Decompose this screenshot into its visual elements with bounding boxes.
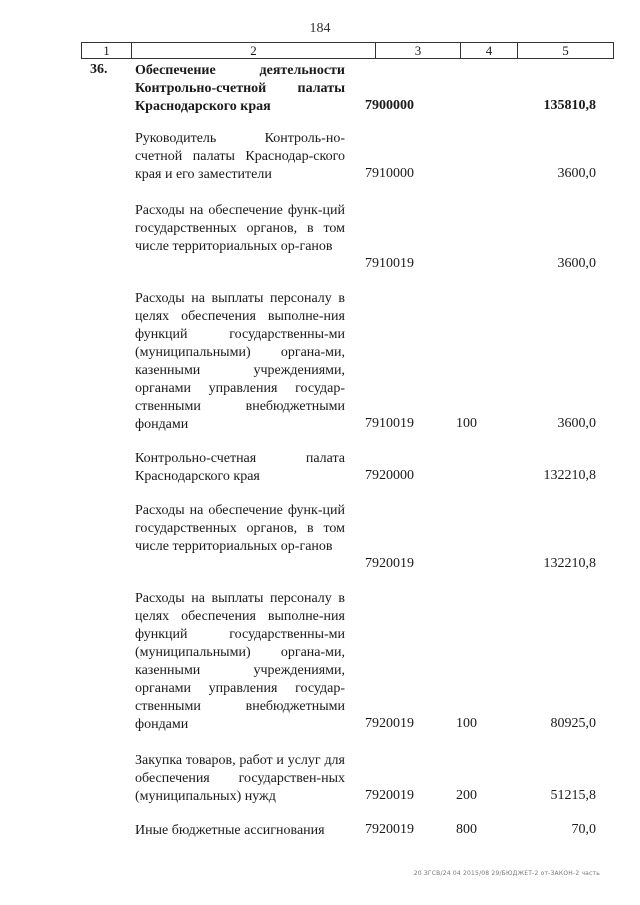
row-code: 7920000: [365, 468, 414, 483]
row-description: Закупка товаров, работ и услуг для обеспечения государствен-ных (муниципальных) нужд: [135, 753, 345, 804]
page-number: 184: [309, 21, 331, 36]
row-code: 7910019: [365, 416, 414, 431]
row-description: Обеспечение деятельности Контрольно-счетной палаты Краснодарского края: [135, 63, 345, 114]
row-description: Расходы на выплаты персоналу в целях обеспечения выполне-ния функций государственны-ми (муниципальными) органа-ми, казенными учреждениями, органами управления государ-ственными внебюджетными фондами: [135, 591, 345, 732]
row-description: Расходы на выплаты персоналу в целях обеспечения выполне-ния функций государственны-ми (муниципальными) органа-ми, казенными учреждениями, органами управления государ-ственными внебюджетными фондами: [135, 291, 345, 432]
header-col-3: 3: [376, 43, 461, 58]
row-amount: 51215,8: [550, 788, 596, 803]
row-description: Расходы на обеспечение функ-ций государственных органов, в том числе территориальных ор-ганов: [135, 503, 345, 554]
row-type: 200: [456, 788, 477, 803]
row-type: 100: [456, 716, 477, 731]
row-amount: 132210,8: [543, 556, 596, 571]
row-number: 36.: [90, 62, 108, 77]
header-col-1: 1: [82, 43, 132, 58]
header-col-5: 5: [562, 43, 569, 58]
row-amount: 3600,0: [557, 416, 596, 431]
row-amount: 3600,0: [557, 256, 596, 271]
row-amount: 70,0: [571, 822, 596, 837]
header-col-4: 4: [461, 43, 518, 58]
row-amount: 135810,8: [543, 98, 596, 113]
row-code: 7920019: [365, 822, 414, 837]
row-code: 7910000: [365, 166, 414, 181]
footer-stamp: 20 ЗГСВ/24 04 2015/08 29/БЮДЖЕТ-2 от-ЗАКОН-2 часть: [413, 870, 600, 877]
row-code: 7900000: [365, 98, 414, 113]
row-description: Расходы на обеспечение функ-ций государственных органов, в том числе территориальных ор-ганов: [135, 203, 345, 254]
row-type: 800: [456, 822, 477, 837]
row-amount: 80925,0: [550, 716, 596, 731]
header-col-2: 2: [132, 43, 376, 58]
row-code: 7920019: [365, 556, 414, 571]
table-header: [81, 42, 614, 59]
row-description: Руководитель Контроль-но-счетной палаты Краснодар-ского края и его заместители: [135, 131, 345, 182]
row-description: Иные бюджетные ассигнования: [135, 823, 325, 838]
row-amount: 132210,8: [543, 468, 596, 483]
row-code: 7910019: [365, 256, 414, 271]
row-code: 7920019: [365, 716, 414, 731]
row-code: 7920019: [365, 788, 414, 803]
row-amount: 3600,0: [557, 166, 596, 181]
row-type: 100: [456, 416, 477, 431]
row-description: Контрольно-счетная палата Краснодарского края: [135, 451, 345, 484]
